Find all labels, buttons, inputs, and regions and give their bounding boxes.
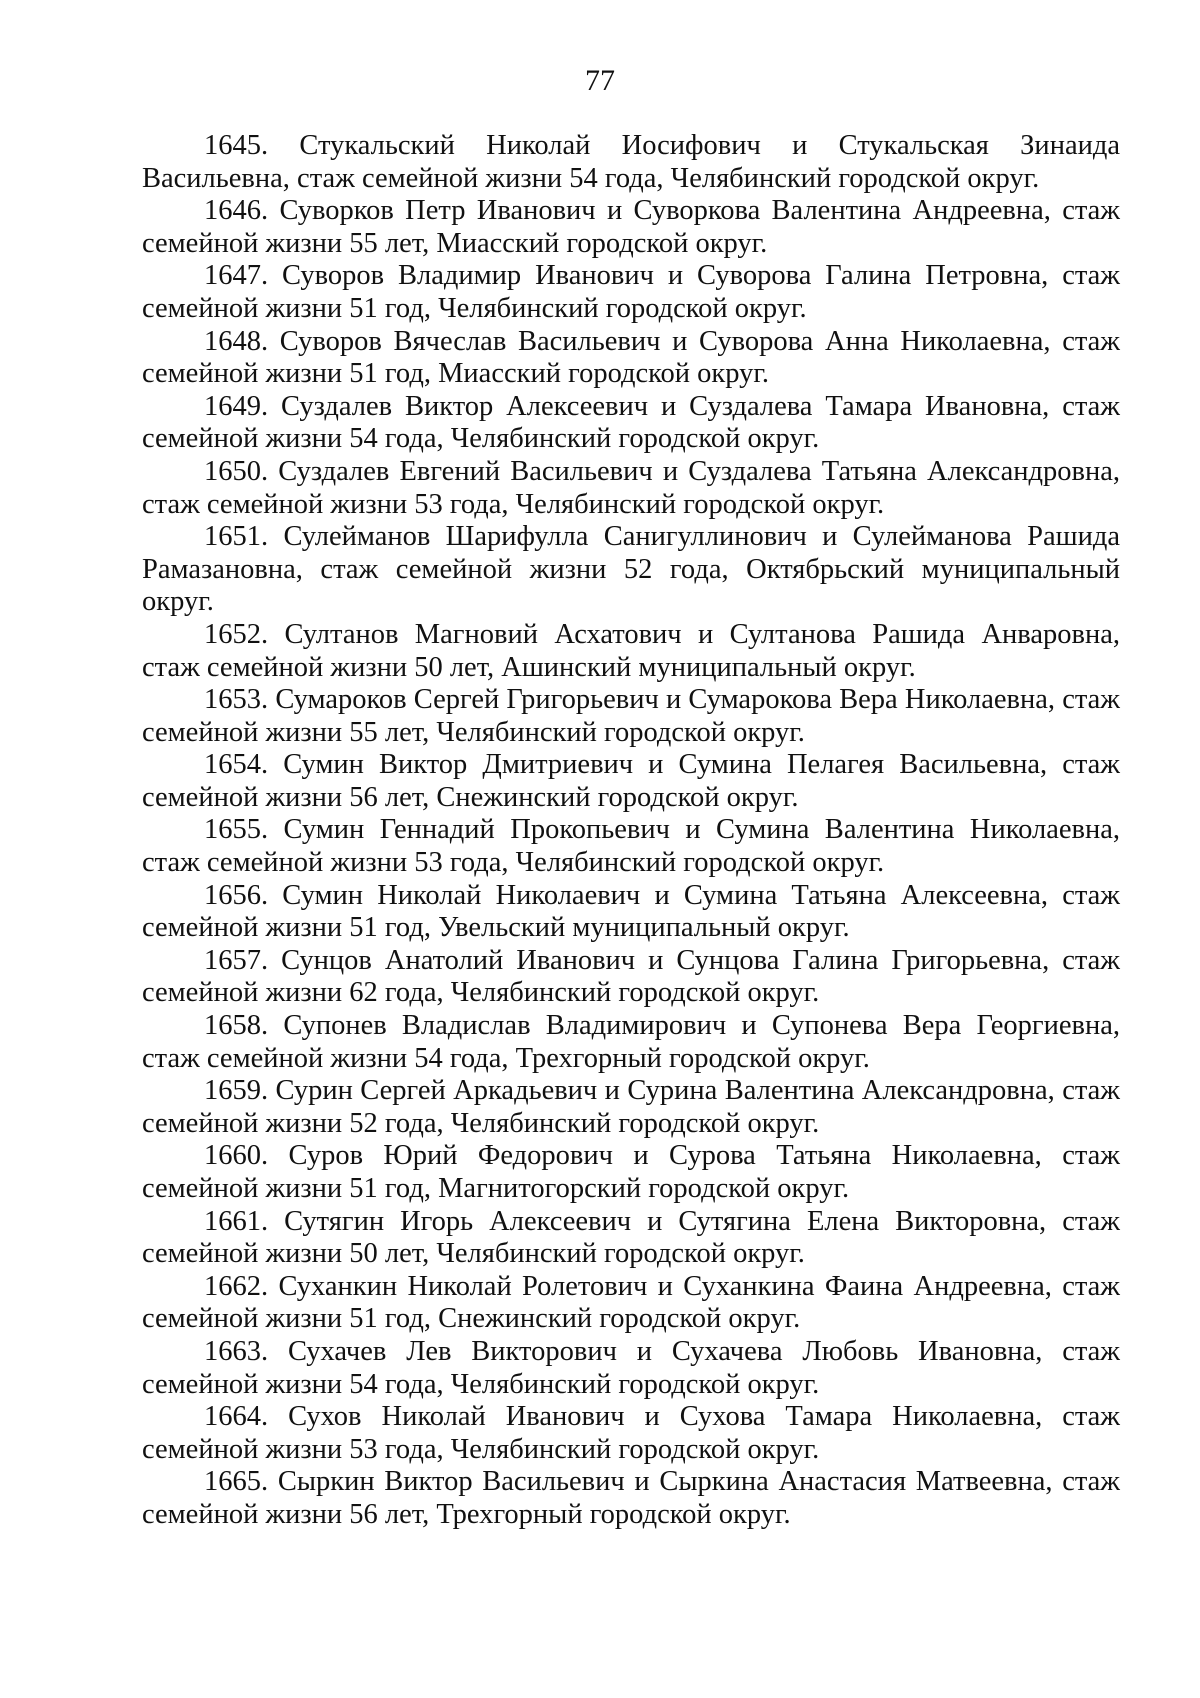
list-item: 1646. Суворков Петр Иванович и Суворкова Валентина Андреевна, стаж семейной жизни 55 лет, Миасский городской округ. bbox=[142, 195, 1120, 259]
list-item: 1649. Суздалев Виктор Алексеевич и Суздалева Тамара Ивановна, стаж семейной жизни 54 года, Челябинский городской округ. bbox=[142, 390, 1120, 455]
list-item: 1658. Супонев Владислав Владимирович и Супонева Вера Георгиевна, стаж семейной жизни 54 года, Трехгорный городской округ. bbox=[142, 1010, 1120, 1074]
page-number: 77 bbox=[585, 64, 615, 97]
list-item: 1655. Сумин Геннадий Прокопьевич и Сумина Валентина Николаевна, стаж семейной жизни 53 года, Челябинский городской округ. bbox=[142, 814, 1120, 879]
entry-list bbox=[142, 130, 1120, 1532]
list-item: 1656. Сумин Николай Николаевич и Сумина Татьяна Алексеевна, стаж семейной жизни 51 год, Увельский муниципальный округ. bbox=[142, 879, 1120, 944]
list-item: 1651. Сулейманов Шарифулла Санигуллинович и Сулейманова Рашида Рамазановна, стаж семейной жизни 52 года, Октябрьский муниципальный округ. bbox=[142, 521, 1120, 618]
list-item: 1653. Сумароков Сергей Григорьевич и Сумарокова Вера Николаевна, стаж семейной жизни 55 лет, Челябинский городской округ. bbox=[142, 684, 1120, 748]
list-item: 1657. Сунцов Анатолий Иванович и Сунцова Галина Григорьевна, стаж семейной жизни 62 года, Челябинский городской округ. bbox=[142, 944, 1120, 1009]
list-item: 1663. Сухачев Лев Викторович и Сухачева Любовь Ивановна, стаж семейной жизни 54 года, Челябинский городской округ. bbox=[142, 1335, 1120, 1400]
list-item: 1648. Суворов Вячеслав Васильевич и Суворова Анна Николаевна, стаж семейной жизни 51 год, Миасский городской округ. bbox=[142, 325, 1120, 390]
list-item: 1654. Сумин Виктор Дмитриевич и Сумина Пелагея Васильевна, стаж семейной жизни 56 лет, Снежинский городской округ. bbox=[142, 749, 1120, 813]
list-item: 1665. Сыркин Виктор Васильевич и Сыркина Анастасия Матвеевна, стаж семейной жизни 56 лет, Трехгорный городской округ. bbox=[142, 1466, 1120, 1530]
list-item: 1645. Стукальский Николай Иосифович и Стукальская Зинаида Васильевна, стаж семейной жизни 54 года, Челябинский городской округ. bbox=[142, 130, 1120, 194]
list-item: 1664. Сухов Николай Иванович и Сухова Тамара Николаевна, стаж семейной жизни 53 года, Челябинский городской округ. bbox=[142, 1401, 1120, 1465]
list-item: 1662. Суханкин Николай Ролетович и Суханкина Фаина Андреевна, стаж семейной жизни 51 год, Снежинский городской округ. bbox=[142, 1270, 1120, 1335]
list-item: 1652. Султанов Магновий Асхатович и Султанова Рашида Анваровна, стаж семейной жизни 50 лет, Ашинский муниципальный округ. bbox=[142, 618, 1120, 683]
list-item: 1650. Суздалев Евгений Васильевич и Суздалева Татьяна Александровна, стаж семейной жизни 53 года, Челябинский городской округ. bbox=[142, 455, 1120, 520]
list-item: 1660. Суров Юрий Федорович и Сурова Татьяна Николаевна, стаж семейной жизни 51 год, Магнитогорский городской округ. bbox=[142, 1140, 1120, 1204]
list-item: 1661. Сутягин Игорь Алексеевич и Сутягина Елена Викторовна, стаж семейной жизни 50 лет, Челябинский городской округ. bbox=[142, 1205, 1120, 1270]
list-item: 1647. Суворов Владимир Иванович и Суворова Галина Петровна, стаж семейной жизни 51 год, Челябинский городской округ. bbox=[142, 260, 1120, 324]
list-item: 1659. Сурин Сергей Аркадьевич и Сурина Валентина Александровна, стаж семейной жизни 52 года, Челябинский городской округ. bbox=[142, 1075, 1120, 1139]
